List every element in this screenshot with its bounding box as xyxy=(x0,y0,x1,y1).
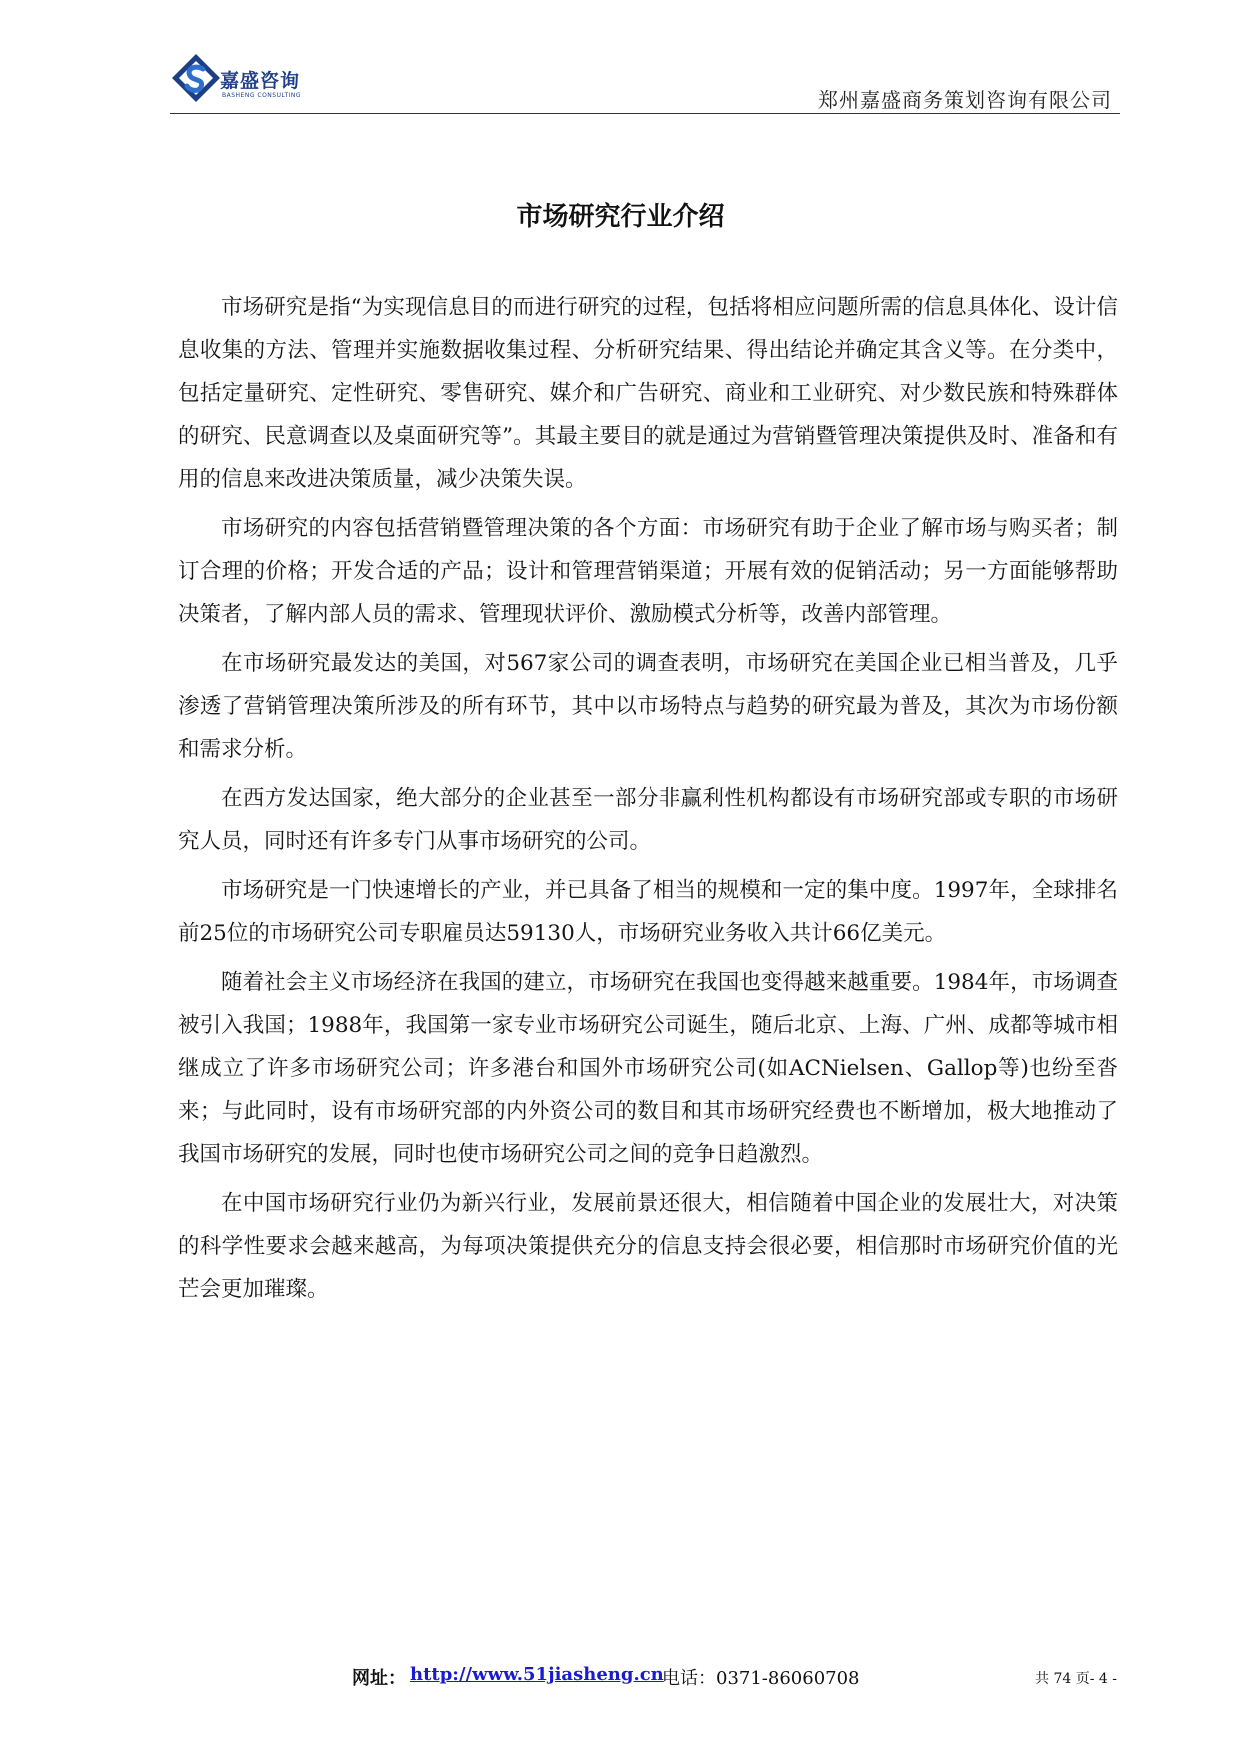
header-divider xyxy=(170,113,1120,114)
paragraph: 在西方发达国家，绝大部分的企业甚至一部分非赢利性机构都设有市场研究部或专职的市场研究人员，同时还有许多专门从事市场研究的公司。 xyxy=(178,786,1118,854)
company-name: 郑州嘉盛商务策划咨询有限公司 xyxy=(818,88,1112,112)
paragraph: 市场研究是一门快速增长的产业，并已具备了相当的规模和一定的集中度。1997年，全球排名前25位的市场研究公司专职雇员达59130人，市场研究业务收入共计66亿美元。 xyxy=(178,878,1118,946)
document-title: 市场研究行业介绍 xyxy=(516,202,725,232)
website-label: 网址： xyxy=(352,1668,406,1689)
website-link[interactable]: http://www.51jiasheng.cn xyxy=(410,1664,664,1685)
document-body xyxy=(178,286,1118,1317)
page-header xyxy=(170,44,1120,114)
logo-english-name: BASHENG CONSULTING xyxy=(222,92,302,99)
paragraph: 市场研究是指“为实现信息目的而进行研究的过程，包括将相应问题所需的信息具体化、设计信息收集的方法、管理并实施数据收集过程、分析研究结果、得出结论并确定其含义等。在分类中，包括定量研究、定性研究、零售研究、媒介和广告研究、商业和工业研究、对少数民族和特殊群体的研究、民意调查以及桌面研究等”。其最主要目的就是通过为营销暨管理决策提供及时、准备和有用的信息来改进决策质量，减少决策失误。 xyxy=(178,295,1118,492)
paragraph: 随着社会主义市场经济在我国的建立，市场研究在我国也变得越来越重要。1984年，市场调查被引入我国；1988年，我国第一家专业市场研究公司诞生，随后北京、上海、广州、成都等城市相继成立了许多市场研究公司；许多港台和国外市场研究公司(如ACNielsen、Gallop等)也纷至沓来；与此同时，设有市场研究部的内外资公司的数目和其市场研究经费也不断增加，极大地推动了我国市场研究的发展，同时也使市场研究公司之间的竞争日趋激烈。 xyxy=(178,970,1118,1167)
company-logo xyxy=(170,52,320,114)
paragraph: 在中国市场研究行业仍为新兴行业，发展前景还很大，相信随着中国企业的发展壮大，对决策的科学性要求会越来越高，为每项决策提供充分的信息支持会很必要，相信那时市场研究价值的光芒会更加璀璨。 xyxy=(178,1191,1118,1302)
logo-chinese-name: 嘉盛咨询 xyxy=(220,70,301,92)
page-footer xyxy=(0,1662,1241,1692)
phone-number: 电话：0371-86060708 xyxy=(662,1668,860,1689)
paragraph: 市场研究的内容包括营销暨管理决策的各个方面：市场研究有助于企业了解市场与购买者；制订合理的价格；开发合适的产品；设计和管理营销渠道；开展有效的促销活动；另一方面能够帮助决策者，了解内部人员的需求、管理现状评价、激励模式分析等，改善内部管理。 xyxy=(178,516,1118,627)
logo-emblem-icon xyxy=(170,52,222,104)
paragraph: 在市场研究最发达的美国，对567家公司的调查表明，市场研究在美国企业已相当普及，几乎渗透了营销管理决策所涉及的所有环节，其中以市场特点与趋势的研究最为普及，其次为市场份额和需求分析。 xyxy=(178,651,1118,762)
page-number: 共 74 页- 4 - xyxy=(1035,1671,1117,1687)
